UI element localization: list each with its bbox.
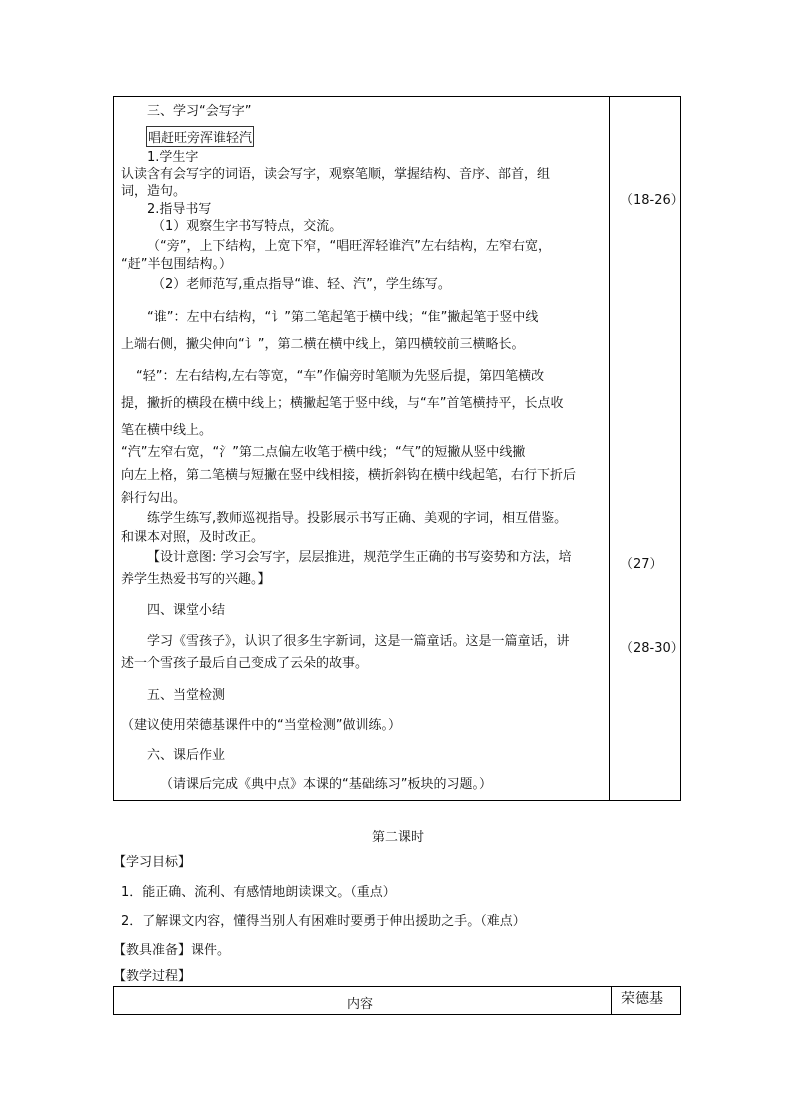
text-line: 词，造句。 <box>121 184 187 199</box>
table2-border-divider <box>611 986 612 1015</box>
table1-border-bottom <box>113 800 681 801</box>
text-line: （建议使用荣德基课件中的“当堂检测”做训练。） <box>121 718 401 733</box>
text-line: （1）观察生字书写特点，交流。 <box>152 219 343 234</box>
table1-border-left <box>113 96 114 801</box>
table2-header-content: 内容 <box>347 997 374 1012</box>
table2-border-top <box>113 986 681 987</box>
goals-heading: 【学习目标】 <box>113 855 192 870</box>
table2-header-rongdeji: 荣德基 <box>621 991 663 1007</box>
text-line: “轻”：左右结构,左右等宽，“车”作偏旁时笔顺为先竖后提，第四笔横改 <box>136 369 545 384</box>
text-line: 认读含有会写字的词语，读会写字，观察笔顺，掌握结构、音序、部首，组 <box>121 167 551 182</box>
side-note: （18-26） <box>620 193 684 208</box>
text-line: “赶”半包围结构。） <box>121 257 232 272</box>
design-intent: 养学生热爱书写的兴趣。】 <box>121 572 271 587</box>
heading-4: 四、课堂小结 <box>147 603 226 618</box>
text-line: 斜行勾出。 <box>121 491 187 506</box>
heading-5: 五、当堂检测 <box>147 688 226 703</box>
goal-1: 1．能正确、流利、有感情地朗读课文。（重点） <box>121 885 396 900</box>
table1-border-top <box>113 96 681 97</box>
table2-border-right <box>680 986 681 1015</box>
goal-2: 2．了解课文内容，懂得当别人有困难时要勇于伸出援助之手。（难点） <box>121 914 526 929</box>
text-line: 述一个雪孩子最后自己变成了云朵的故事。 <box>121 656 369 671</box>
table2-border-bottom <box>113 1014 681 1015</box>
text-line: 笔在横中线上。 <box>121 423 213 438</box>
table1-border-divider <box>609 96 610 801</box>
design-intent: 【设计意图: 学习会写字，层层推进，规范学生正确的书写姿势和方法，培 <box>147 550 572 565</box>
table2-border-left <box>113 986 114 1015</box>
text-line: 练学生练写,教师巡视指导。投影展示书写正确、美观的字词，相互借鉴。 <box>147 511 568 526</box>
text-line: “汽”左窄右宽，“氵”第二点偏左收笔于横中线；“气”的短撇从竖中线撇 <box>121 445 526 460</box>
section-title: 第二课时 <box>372 830 425 845</box>
text-line: 学习《雪孩子》，认识了很多生字新词，这是一篇童话。这是一篇童话，讲 <box>147 634 570 649</box>
heading-3: 三、学习“会写字” <box>147 104 252 119</box>
text-line: （“旁”，上下结构，上宽下窄，“唱旺浑轻谁汽”左右结构，左窄右宽， <box>147 239 551 254</box>
chars-line: 唱赶旺旁浑谁轻汽 <box>147 127 253 146</box>
text-line: 和课本对照，及时改正。 <box>121 530 265 545</box>
text-line: “谁”：左中右结构，“讠”第二笔起笔于横中线；“隹”撇起笔于竖中线 <box>147 310 539 325</box>
step-1: 1.学生字 <box>147 150 199 165</box>
text-line: （请课后完成《典中点》本课的“基础练习”板块的习题。） <box>160 777 492 792</box>
text-line: （2）老师范写,重点指导“谁、轻、汽”，学生练写。 <box>152 277 451 292</box>
side-note: （28-30） <box>620 641 684 656</box>
side-note: （27） <box>620 557 663 572</box>
step-2: 2.指导书写 <box>147 202 212 217</box>
heading-6: 六、课后作业 <box>147 748 226 763</box>
process-heading: 【教学过程】 <box>113 969 192 984</box>
prep: 【教具准备】课件。 <box>113 943 231 958</box>
text-line: 上端右侧，撇尖伸向“讠”，第二横在横中线上，第四横较前三横略长。 <box>121 337 525 352</box>
text-line: 向左上格，第二笔横与短撇在竖中线相接，横折斜钩在横中线起笔，右行下折后 <box>121 468 577 483</box>
text-line: 提，撇折的横段在横中线上；横撇起笔于竖中线，与“车”首笔横持平，长点收 <box>121 396 564 411</box>
